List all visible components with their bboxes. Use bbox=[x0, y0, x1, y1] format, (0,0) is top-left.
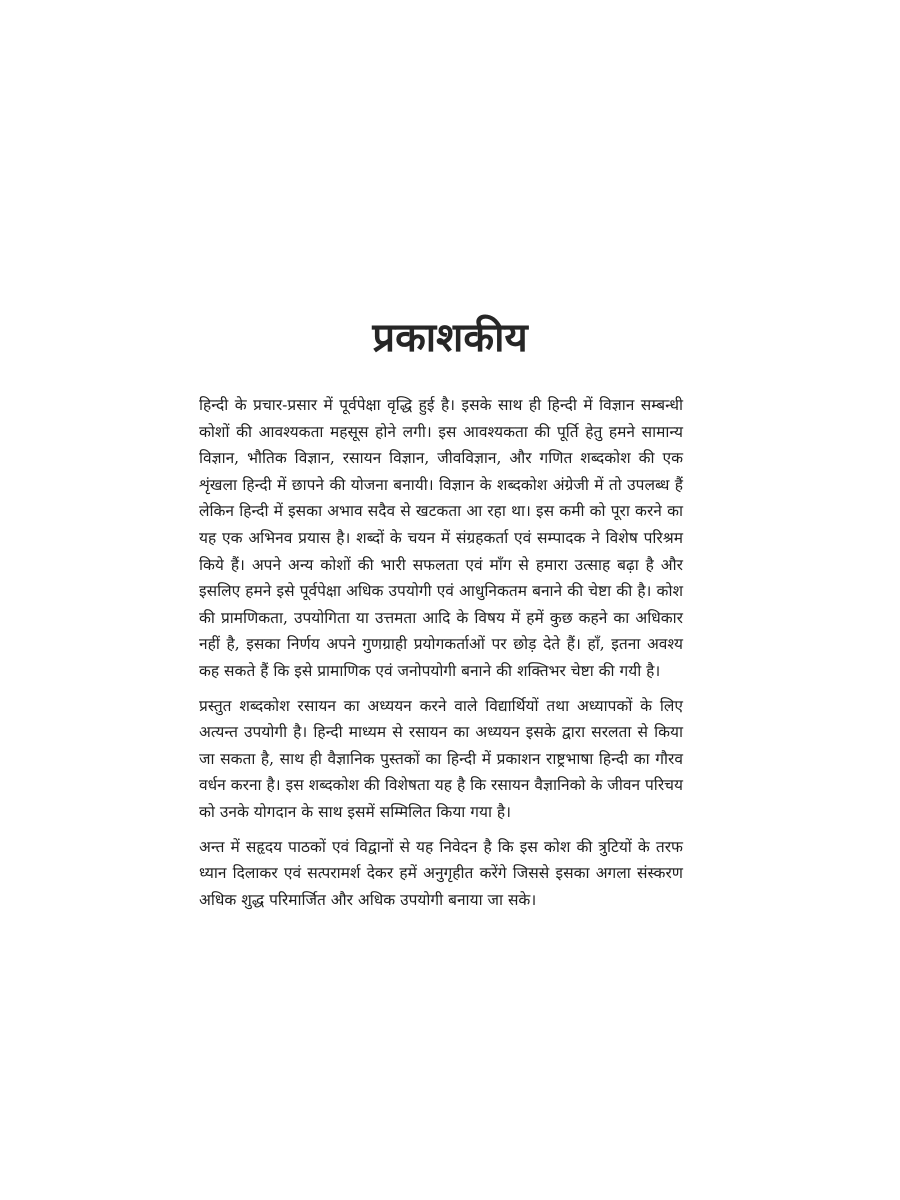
paragraph-2: प्रस्तुत शब्दकोश रसायन का अध्ययन करने वाले विद्यार्थियों तथा अध्यापकों के लिए अत्यन्त उपयोगी है। हिन्दी माध्यम से रसायन का अध्ययन इसके द्वारा सरलता से किया जा सकता है, साथ ही वैज्ञानिक पुस्तकों का हिन्दी में प्रकाशन राष्ट्रभाषा हिन्दी का गौरव वर्धन करना है। इस शब्दकोश की विशेषता यह है कि रसायन वैज्ञानिको के जीवन परिचय को उनके योगदान के साथ इसमें सम्मिलित किया गया है। bbox=[199, 696, 683, 821]
page-title: प्रकाशकीय bbox=[372, 315, 528, 361]
paragraph-1: हिन्दी के प्रचार-प्रसार में पूर्वपेक्षा वृद्धि हुई है। इसके साथ ही हिन्दी में विज्ञान सम्बन्धी कोशों की आवश्यकता महसूस होने लगी। इस आवश्यकता की पूर्ति हेतु हमने सामान्य विज्ञान, भौतिक विज्ञान, रसायन विज्ञान, जीवविज्ञान, और गणित शब्दकोश की एक शृंखला हिन्दी में छापने की योजना बनायी। विज्ञान के शब्दकोश अंग्रेजी में तो उपलब्ध हैं लेकिन हिन्दी में इसका अभाव सदैव से खटकता आ रहा था। इस कमी को पूरा करने का यह एक अभिनव प्रयास है। शब्दों के चयन में संग्रहकर्ता एवं सम्पादक ने विशेष परिश्रम किये हैं। अपने अन्य कोशों की भारी सफलता एवं माँग से हमारा उत्साह बढ़ा है और इसलिए हमने इसे पूर्वपेक्षा अधिक उपयोगी एवं आधुनिकतम बनाने की चेष्टा की है। कोश की प्रामणिकता, उपयोगिता या उत्तमता आदि के विषय में हमें कुछ कहने का अधिकार नहीं है, इसका निर्णय अपने गुणग्राही प्रयोगकर्ताओं पर छोड़ देते हैं। हाँ, इतना अवश्य कह सकते हैं कि इसे प्रामाणिक एवं जनोपयोगी बनाने की शक्तिभर चेष्टा की गयी है। bbox=[199, 396, 683, 680]
preface-body bbox=[199, 392, 683, 921]
paragraph-3: अन्त में सहृदय पाठकों एवं विद्वानों से यह निवेदन है कि इस कोश की त्रुटियों के तरफ ध्यान दिलाकर एवं सत्परामर्श देकर हमें अनुगृहीत करेंगे जिससे इसका अगला संस्करण अधिक शुद्ध परिमार्जित और अधिक उपयोगी बनाया जा सके। bbox=[199, 837, 683, 909]
